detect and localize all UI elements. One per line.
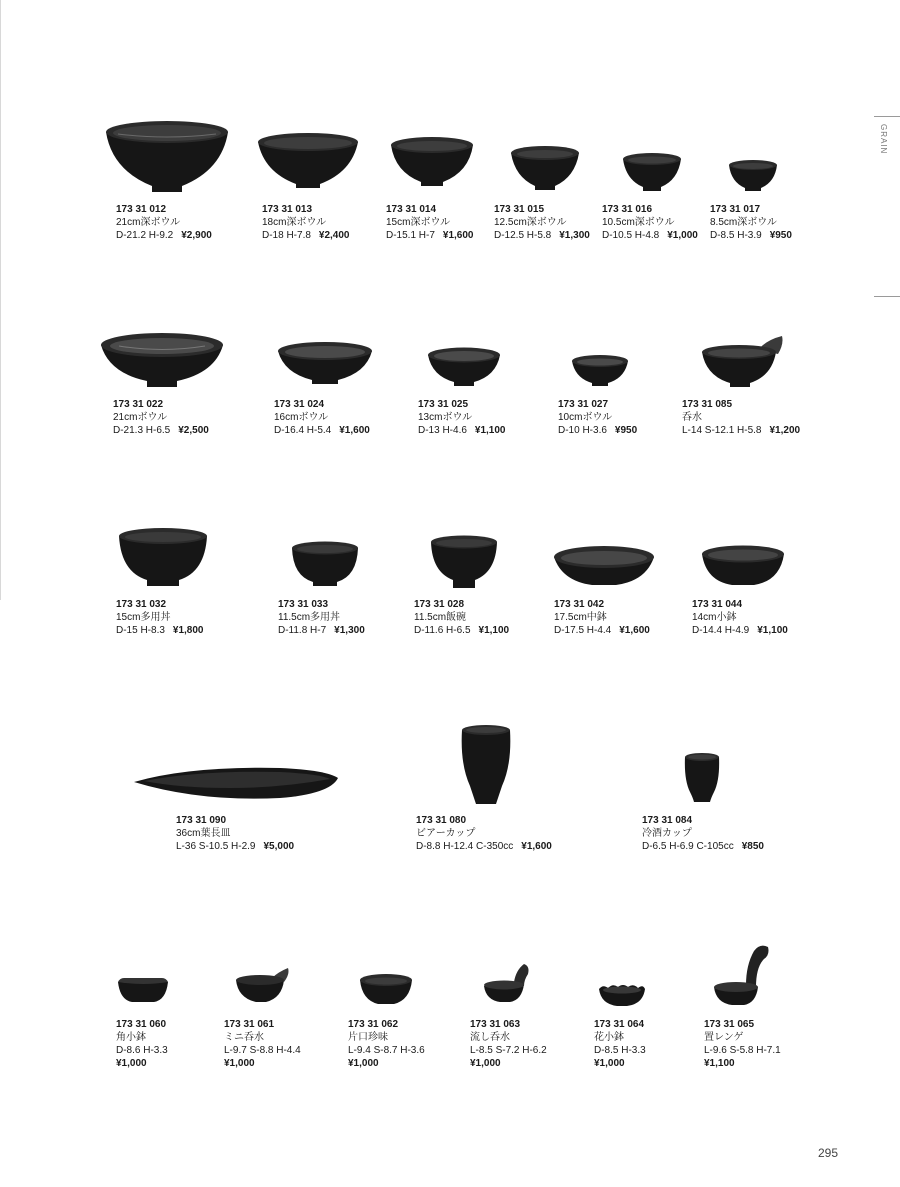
donburi-bowl-image — [117, 526, 209, 588]
product-specs: D-6.5 H-6.9 C-105cc — [642, 841, 734, 852]
square-bowl-image — [116, 976, 170, 1006]
product-specs: D-8.8 H-12.4 C-350cc — [416, 841, 514, 852]
product-specs: D-17.5 H-4.4 — [554, 625, 612, 636]
product-specs: D-8.5 H-3.9 — [710, 230, 762, 241]
product-code: 173 31 084 — [642, 815, 693, 826]
donburi-bowl-image — [290, 540, 360, 588]
product-code: 173 31 025 — [418, 399, 469, 410]
product-specs: L-14 S-12.1 H-5.8 — [682, 425, 762, 436]
product-price: ¥1,100 — [704, 1058, 735, 1069]
product-code: 173 31 063 — [470, 1019, 521, 1030]
leaf-plate-image — [130, 764, 342, 802]
bowl-image — [426, 346, 502, 388]
deep-bowl-image — [104, 120, 230, 194]
product-code: 173 31 060 — [116, 1019, 167, 1030]
product-price: ¥1,100 — [757, 625, 788, 636]
product-code: 173 31 061 — [224, 1019, 275, 1030]
product-specs: L-9.4 S-8.7 H-3.6 — [348, 1045, 425, 1056]
product-price: ¥2,400 — [318, 230, 350, 241]
bowl-image — [570, 354, 630, 388]
medium-bowl-image — [552, 543, 656, 589]
product-name: 21cm深ボウル — [116, 217, 181, 228]
product-specs: D-10 H-3.6 — [558, 425, 607, 436]
mini-tonsui-image — [234, 966, 292, 1006]
deep-bowl-image — [509, 145, 581, 192]
product-specs: L-8.5 S-7.2 H-6.2 — [470, 1045, 547, 1056]
product-code: 173 31 065 — [704, 1019, 755, 1030]
side-rule-top — [874, 116, 900, 117]
product-code: 173 31 022 — [113, 399, 164, 410]
product-name: 花小鉢 — [594, 1032, 624, 1043]
product-name: ミニ呑水 — [224, 1032, 264, 1043]
product-price: ¥1,000 — [348, 1058, 379, 1069]
product-price: ¥850 — [741, 841, 764, 852]
deep-bowl-image — [621, 152, 683, 193]
flower-bowl-image — [597, 982, 647, 1008]
product-code: 173 31 032 — [116, 599, 167, 610]
product-specs: D-11.8 H-7 — [278, 625, 327, 636]
product-price: ¥1,100 — [478, 625, 510, 636]
product-price: ¥950 — [614, 425, 638, 436]
product-price: ¥1,600 — [339, 425, 370, 436]
product-name: 角小鉢 — [116, 1032, 146, 1043]
renge-spoon-image — [712, 943, 772, 1009]
product-price: ¥1,000 — [667, 230, 698, 241]
product-specs: D-15.1 H-7 — [386, 230, 435, 241]
product-name: 8.5cm深ボウル — [710, 217, 777, 228]
product-code: 173 31 014 — [386, 204, 437, 215]
deep-bowl-image — [727, 159, 779, 193]
deep-bowl-image — [389, 136, 475, 188]
product-specs: L-9.6 S-5.8 H-7.1 — [704, 1045, 781, 1056]
katakuchi-bowl-image — [358, 972, 414, 1008]
product-price: ¥1,000 — [116, 1058, 147, 1069]
product-code: 173 31 062 — [348, 1019, 399, 1030]
product-specs: D-8.5 H-3.3 — [594, 1045, 646, 1056]
product-name: 18cm深ボウル — [262, 217, 327, 228]
rice-bowl-image — [429, 534, 499, 590]
product-price: ¥1,800 — [172, 625, 204, 636]
product-code: 173 31 016 — [602, 204, 653, 215]
product-specs: D-18 H-7.8 — [262, 230, 311, 241]
product-code: 173 31 028 — [414, 599, 465, 610]
product-name: 呑水 — [682, 412, 702, 423]
deep-bowl-image — [256, 132, 360, 190]
product-code: 173 31 012 — [116, 204, 167, 215]
product-code: 173 31 024 — [274, 399, 325, 410]
product-price: ¥5,000 — [263, 841, 295, 852]
beer-cup-image — [458, 724, 514, 806]
product-name: 11.5cm多用丼 — [278, 612, 341, 623]
side-rule-bottom — [874, 296, 900, 297]
product-name: 13cmボウル — [418, 412, 473, 423]
product-code: 173 31 080 — [416, 815, 467, 826]
product-specs: D-13 H-4.6 — [418, 425, 467, 436]
product-price: ¥1,600 — [619, 625, 650, 636]
product-price: ¥1,300 — [559, 230, 590, 241]
product-specs: D-14.4 H-4.9 — [692, 625, 750, 636]
bowl-image — [99, 331, 225, 389]
product-specs: D-10.5 H-4.8 — [602, 230, 660, 241]
page-edge-rule — [0, 0, 1, 600]
product-name: 10.5cm深ボウル — [602, 217, 675, 228]
product-name: 14cm小鉢 — [692, 612, 737, 623]
bowl-image — [276, 340, 374, 386]
product-specs: D-12.5 H-5.8 — [494, 230, 552, 241]
product-name: ビアーカップ — [416, 828, 476, 839]
product-name: 10cmボウル — [558, 412, 613, 423]
product-code: 173 31 013 — [262, 204, 313, 215]
nagashi-tonsui-image — [482, 962, 532, 1006]
product-code: 173 31 090 — [176, 815, 227, 826]
product-specs: D-8.6 H-3.3 — [116, 1045, 168, 1056]
product-name: 17.5cm中鉢 — [554, 612, 607, 623]
product-code: 173 31 015 — [494, 204, 545, 215]
product-code: 173 31 064 — [594, 1019, 645, 1030]
product-specs: D-21.2 H-9.2 — [116, 230, 174, 241]
product-specs: L-9.7 S-8.8 H-4.4 — [224, 1045, 301, 1056]
product-code: 173 31 027 — [558, 399, 609, 410]
product-price: ¥1,300 — [334, 625, 365, 636]
product-price: ¥950 — [769, 230, 792, 241]
product-price: ¥1,100 — [474, 425, 506, 436]
page-number: 295 — [818, 1146, 839, 1160]
product-price: ¥1,200 — [769, 425, 801, 436]
small-bowl-image — [700, 543, 786, 589]
product-price: ¥2,500 — [178, 425, 209, 436]
section-side-label: GRAIN — [879, 124, 888, 155]
product-code: 173 31 042 — [554, 599, 605, 610]
product-name: 12.5cm深ボウル — [494, 217, 567, 228]
product-specs: D-16.4 H-5.4 — [274, 425, 332, 436]
product-price: ¥1,000 — [224, 1058, 255, 1069]
product-name: 冷酒カップ — [642, 828, 692, 839]
product-name: 36cm葉長皿 — [176, 828, 231, 839]
product-price: ¥1,000 — [470, 1058, 501, 1069]
product-price: ¥1,600 — [521, 841, 552, 852]
product-name: 片口珍味 — [348, 1032, 388, 1043]
product-name: 15cm多用丼 — [116, 612, 171, 623]
product-code: 173 31 033 — [278, 599, 329, 610]
product-code: 173 31 044 — [692, 599, 743, 610]
product-specs: L-36 S-10.5 H-2.9 — [176, 841, 256, 852]
product-name: 流し呑水 — [470, 1032, 510, 1043]
product-specs: D-21.3 H-6.5 — [113, 425, 171, 436]
product-name: 置レンゲ — [704, 1032, 744, 1043]
product-specs: D-15 H-8.3 — [116, 625, 165, 636]
sake-cup-image — [682, 752, 722, 804]
product-specs: D-11.6 H-6.5 — [414, 625, 471, 636]
product-name: 21cmボウル — [113, 412, 168, 423]
product-name: 16cmボウル — [274, 412, 329, 423]
product-name: 15cm深ボウル — [386, 217, 451, 228]
product-price: ¥2,900 — [181, 230, 212, 241]
tonsui-bowl-image — [700, 334, 786, 390]
product-price: ¥1,000 — [594, 1058, 625, 1069]
product-name: 11.5cm飯碗 — [414, 612, 467, 623]
product-code: 173 31 085 — [682, 399, 733, 410]
product-price: ¥1,600 — [442, 230, 474, 241]
product-code: 173 31 017 — [710, 204, 761, 215]
